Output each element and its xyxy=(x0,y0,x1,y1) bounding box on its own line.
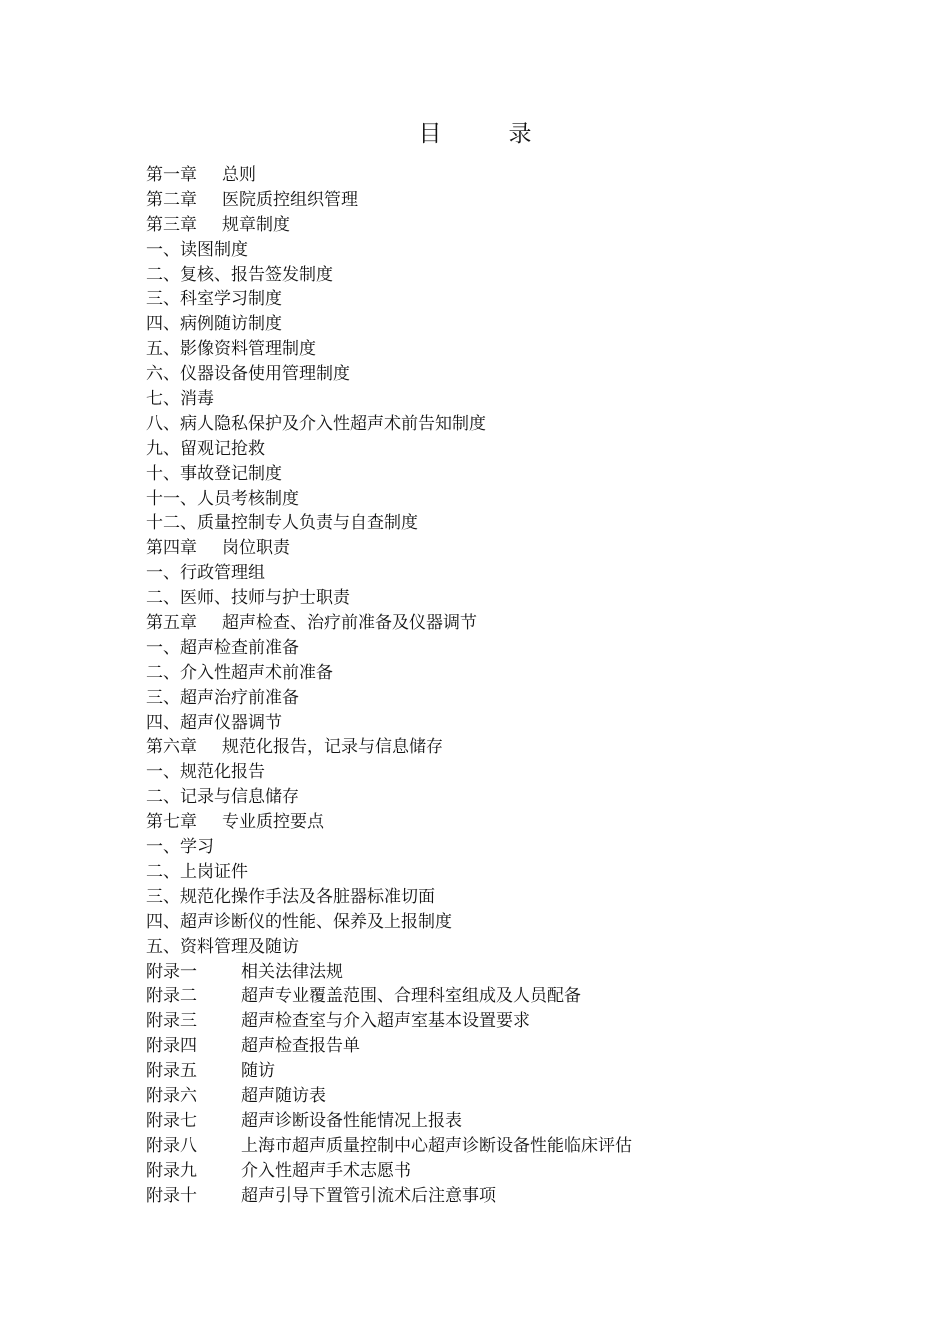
toc-entry-label: 附录四 xyxy=(146,1036,197,1057)
toc-entry-text: 总则 xyxy=(222,165,256,185)
toc-entry-chapter xyxy=(146,611,846,636)
toc-entry-item xyxy=(146,586,846,611)
toc-entry-appendix xyxy=(146,1109,846,1134)
toc-entry-text: 一、规范化报告 xyxy=(146,762,265,783)
toc-entry-text: 四、病例随访制度 xyxy=(146,314,282,335)
toc-entry-label: 第一章 xyxy=(146,165,197,185)
toc-entry-text: 十、事故登记制度 xyxy=(146,463,282,484)
toc-entry-label: 附录三 xyxy=(146,1011,197,1032)
toc-entry-item xyxy=(146,387,846,412)
toc-entry-chapter xyxy=(146,536,846,561)
toc-entry-label: 附录一 xyxy=(146,961,197,982)
toc-entry-text: 介入性超声手术志愿书 xyxy=(241,1160,411,1181)
toc-entry-label: 附录六 xyxy=(146,1085,197,1106)
toc-entry-text: 二、上岗证件 xyxy=(146,861,248,882)
toc-entry-text: 十一、人员考核制度 xyxy=(146,488,299,509)
toc-entry-text: 上海市超声质量控制中心超声诊断设备性能临床评估 xyxy=(241,1135,632,1156)
toc-entry-text: 超声检查报告单 xyxy=(241,1036,360,1057)
toc-entry-chapter xyxy=(146,810,846,835)
toc-entry-chapter xyxy=(146,213,846,238)
toc-entry-item xyxy=(146,785,846,810)
toc-entry-text: 三、超声治疗前准备 xyxy=(146,687,299,708)
toc-entry-text: 超声随访表 xyxy=(241,1085,326,1106)
toc-entry-text: 七、消毒 xyxy=(146,389,214,410)
toc-entry-text: 相关法律法规 xyxy=(241,961,343,982)
toc-entry-item xyxy=(146,686,846,711)
toc-entry-label: 附录七 xyxy=(146,1110,197,1131)
toc-entry-text: 超声诊断设备性能情况上报表 xyxy=(241,1110,462,1131)
toc-entry-text: 规范化报告，记录与信息储存 xyxy=(222,737,443,758)
toc-entry-text: 四、超声诊断仪的性能、保养及上报制度 xyxy=(146,911,452,932)
toc-entry-appendix xyxy=(146,1184,846,1209)
toc-entry-label: 第二章 xyxy=(146,189,197,210)
toc-entry-label: 第七章 xyxy=(146,812,197,833)
toc-entry-label: 第五章 xyxy=(146,613,197,634)
toc-entry-item xyxy=(146,760,846,785)
toc-entry-text: 二、复核、报告签发制度 xyxy=(146,264,333,285)
toc-entry-item xyxy=(146,711,846,736)
toc-entry-appendix xyxy=(146,1159,846,1184)
toc-entry-text: 五、资料管理及随访 xyxy=(146,936,299,957)
toc-entry-item xyxy=(146,561,846,586)
toc-entry-item xyxy=(146,287,846,312)
toc-entry-appendix xyxy=(146,984,846,1009)
toc-entry-label: 附录八 xyxy=(146,1135,197,1156)
toc-entry-text: 一、读图制度 xyxy=(146,239,248,260)
toc-entry-appendix xyxy=(146,960,846,985)
toc-entry-item xyxy=(146,511,846,536)
toc-entry-text: 二、医师、技师与护士职责 xyxy=(146,588,350,609)
toc-entry-chapter xyxy=(146,163,846,188)
toc-entry-text: 六、仪器设备使用管理制度 xyxy=(146,364,350,385)
toc-entry-label: 第三章 xyxy=(146,214,197,235)
toc-entry-item xyxy=(146,462,846,487)
toc-entry-text: 专业质控要点 xyxy=(222,812,324,833)
toc-entry-appendix xyxy=(146,1034,846,1059)
toc-entry-appendix xyxy=(146,1009,846,1034)
toc-entry-item xyxy=(146,835,846,860)
toc-entry-text: 岗位职责 xyxy=(222,538,290,559)
toc-entry-appendix xyxy=(146,1134,846,1159)
toc-entry-item xyxy=(146,860,846,885)
toc-entry-label: 附录九 xyxy=(146,1160,197,1181)
toc-entry-text: 三、规范化操作手法及各脏器标准切面 xyxy=(146,886,435,907)
page-title: 目 录 xyxy=(418,121,554,147)
toc-entry-item xyxy=(146,337,846,362)
toc-entry-text: 九、留观记抢救 xyxy=(146,438,265,459)
toc-entry-item xyxy=(146,238,846,263)
toc-entry-label: 第四章 xyxy=(146,538,197,559)
toc-entry-text: 一、学习 xyxy=(146,837,214,858)
toc-entry-chapter xyxy=(146,188,846,213)
toc-entry-item xyxy=(146,437,846,462)
toc-entry-text: 二、介入性超声术前准备 xyxy=(146,662,333,683)
toc-entry-item xyxy=(146,312,846,337)
toc-entry-text: 一、行政管理组 xyxy=(146,563,265,584)
toc-entry-item xyxy=(146,263,846,288)
toc-entry-item xyxy=(146,910,846,935)
toc-entry-text: 医院质控组织管理 xyxy=(222,189,358,210)
toc-entry-item xyxy=(146,885,846,910)
toc-entry-item xyxy=(146,636,846,661)
toc-entry-text: 超声检查室与介入超声室基本设置要求 xyxy=(241,1011,530,1032)
toc-entry-text: 超声检查、治疗前准备及仪器调节 xyxy=(222,613,477,634)
toc-entry-item xyxy=(146,935,846,960)
toc-entry-text: 四、超声仪器调节 xyxy=(146,712,282,733)
toc-entry-item xyxy=(146,487,846,512)
toc-entry-text: 超声专业覆盖范围、合理科室组成及人员配备 xyxy=(241,986,581,1007)
toc-list xyxy=(146,163,846,1208)
toc-entry-label: 附录五 xyxy=(146,1061,197,1082)
toc-entry-item xyxy=(146,412,846,437)
toc-entry-appendix xyxy=(146,1059,846,1084)
toc-entry-label: 附录二 xyxy=(146,986,197,1007)
toc-entry-text: 规章制度 xyxy=(222,214,290,235)
toc-entry-item xyxy=(146,661,846,686)
toc-entry-appendix xyxy=(146,1084,846,1109)
toc-entry-chapter xyxy=(146,735,846,760)
toc-entry-text: 一、超声检查前准备 xyxy=(146,637,299,658)
toc-entry-label: 第六章 xyxy=(146,737,197,758)
toc-entry-text: 随访 xyxy=(241,1061,275,1082)
toc-entry-item xyxy=(146,362,846,387)
toc-entry-text: 三、科室学习制度 xyxy=(146,289,282,310)
toc-entry-text: 五、影像资料管理制度 xyxy=(146,339,316,360)
toc-entry-text: 超声引导下置管引流术后注意事项 xyxy=(241,1185,496,1206)
toc-entry-label: 附录十 xyxy=(146,1185,197,1206)
toc-entry-text: 八、病人隐私保护及介入性超声术前告知制度 xyxy=(146,413,486,434)
toc-entry-text: 二、记录与信息储存 xyxy=(146,787,299,808)
toc-entry-text: 十二、质量控制专人负责与自查制度 xyxy=(146,513,418,534)
